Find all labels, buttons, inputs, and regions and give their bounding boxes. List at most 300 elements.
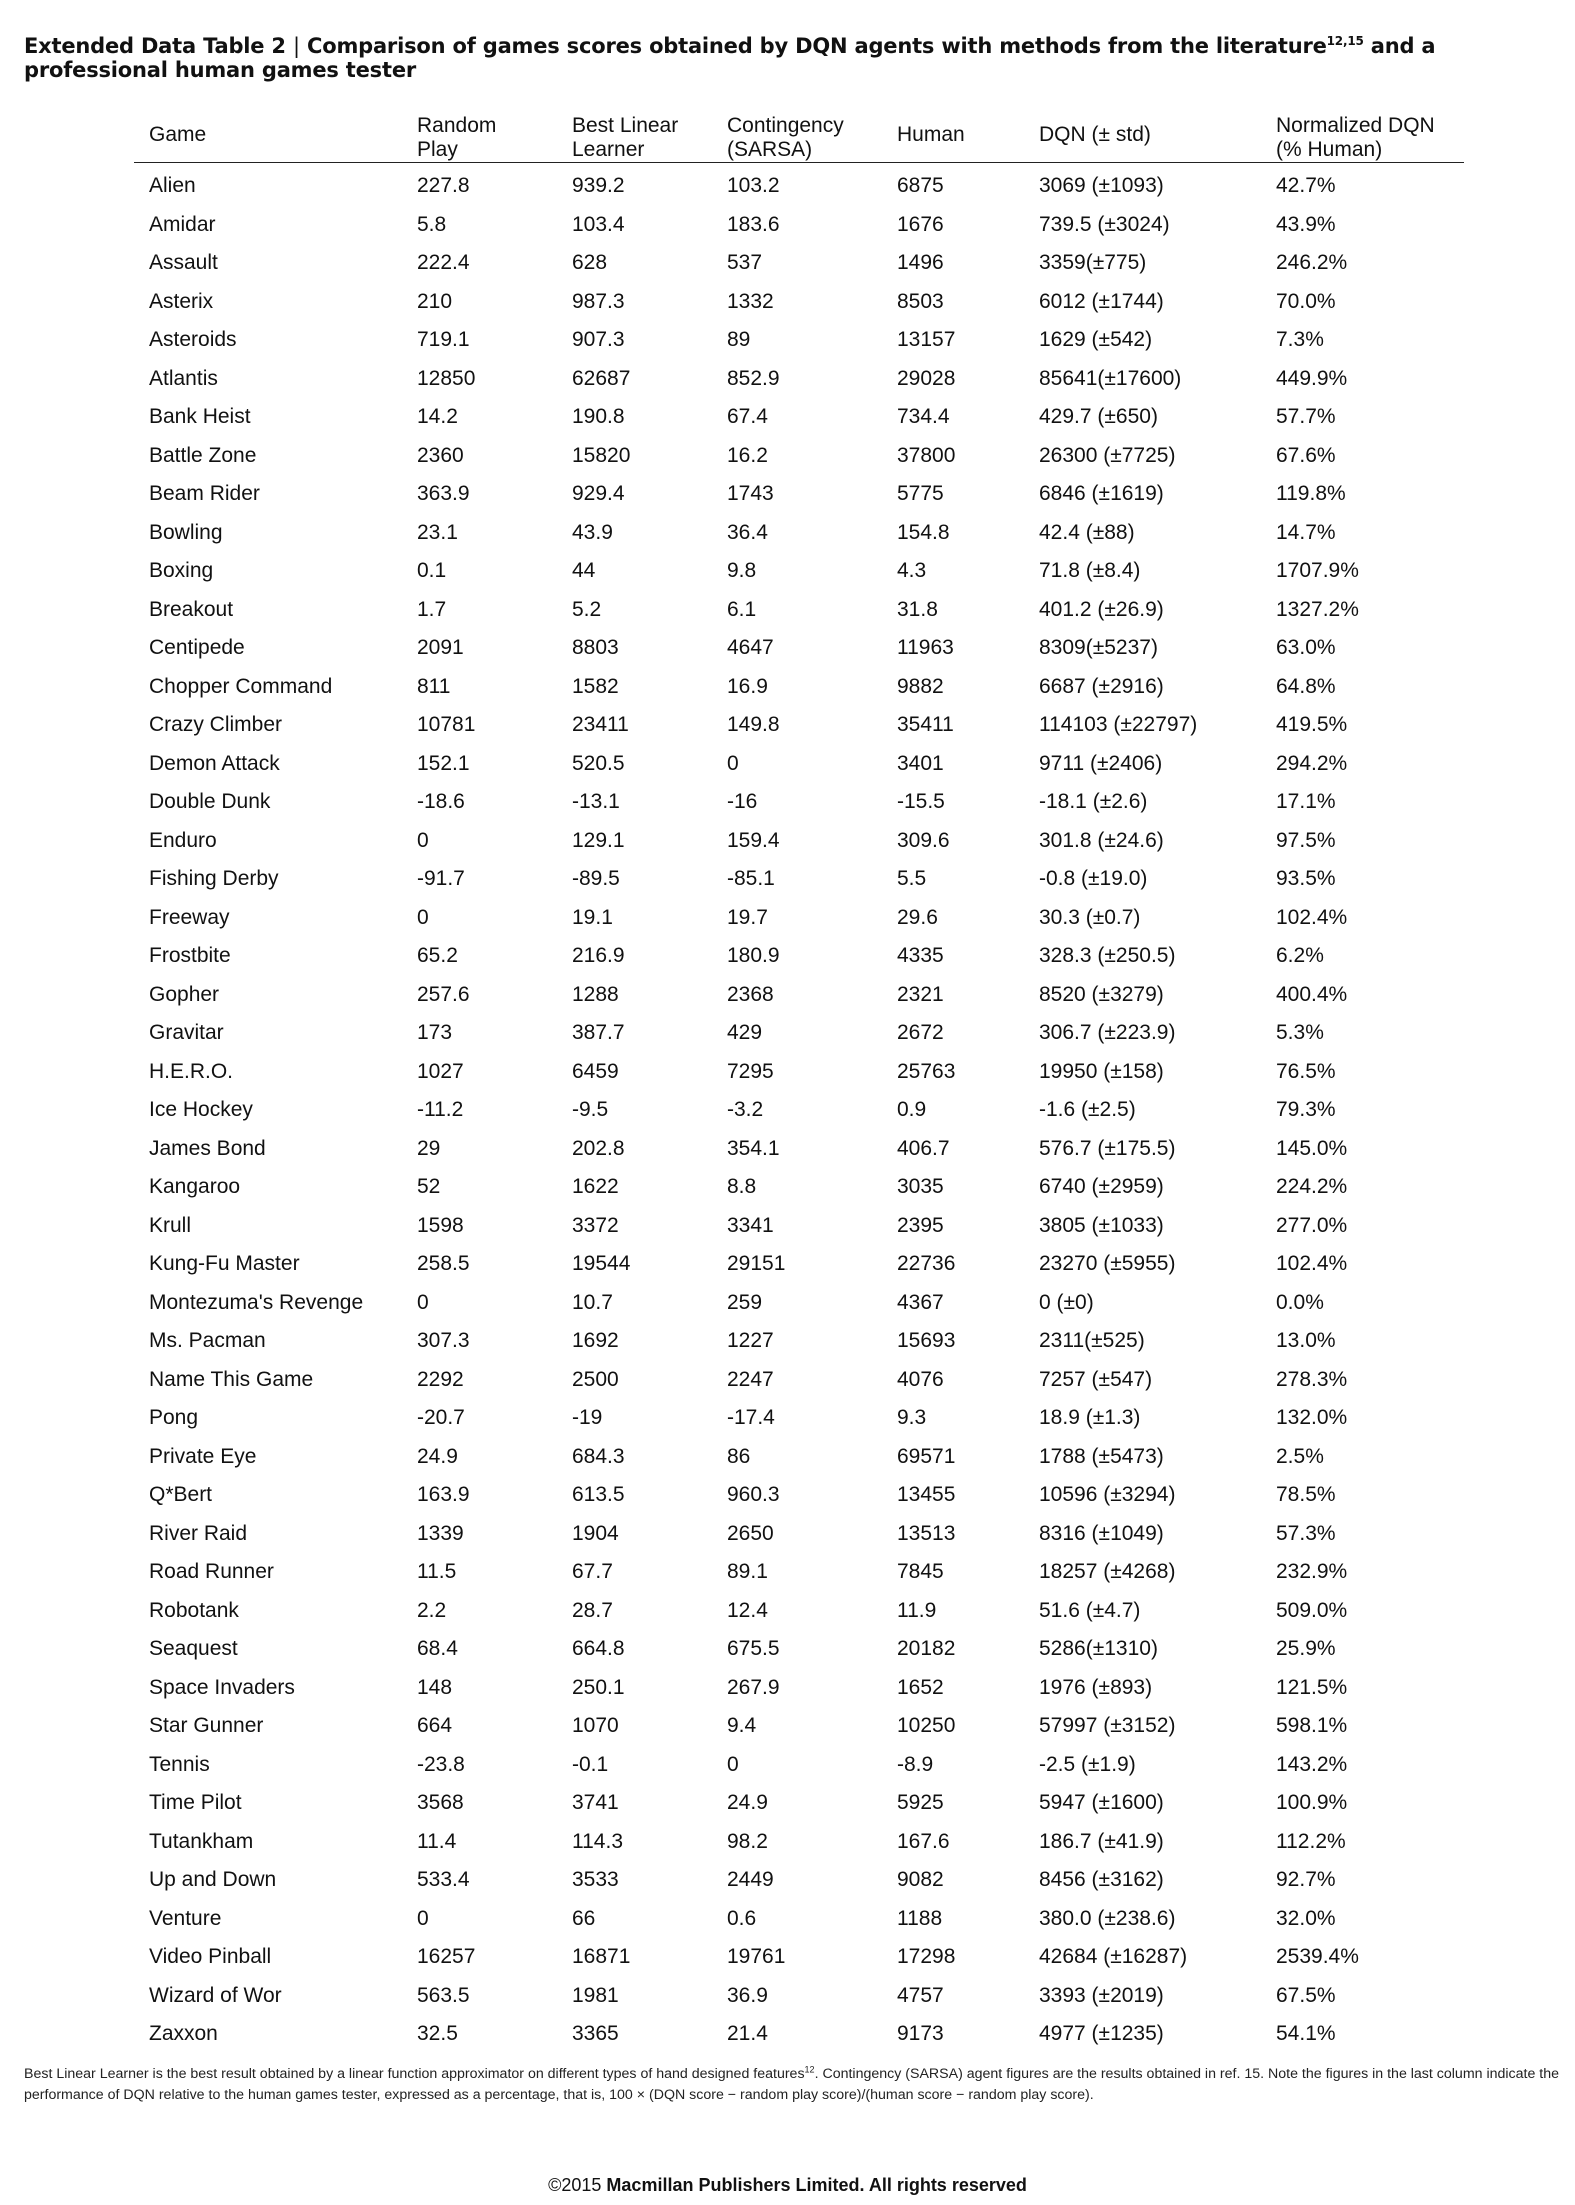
human-cell: 69571 xyxy=(897,1444,956,1468)
normalized-dqn-cell: 93.5% xyxy=(1276,867,1336,890)
human-cell: 0.9 xyxy=(897,1098,927,1121)
table-row xyxy=(134,206,1464,245)
best-linear-cell: 5.2 xyxy=(572,597,602,621)
normalized-dqn-cell: 419.5% xyxy=(1276,713,1348,736)
best-linear-cell: 929.4 xyxy=(572,482,625,505)
contingency-cell: 6.1 xyxy=(727,597,757,621)
column-header xyxy=(134,94,402,163)
game-name-cell: Gopher xyxy=(149,982,220,1006)
table-row xyxy=(134,1515,1464,1554)
contingency-cell: -17.4 xyxy=(727,1406,775,1429)
game-name-cell: Crazy Climber xyxy=(149,713,283,736)
random-play-cell: 363.9 xyxy=(417,482,470,505)
table-row xyxy=(134,1438,1464,1477)
normalized-dqn-cell: 246.2% xyxy=(1276,251,1348,274)
dqn-cell: 23270 (±5955) xyxy=(1039,1252,1176,1275)
game-name-cell: Private Eye xyxy=(149,1444,257,1468)
best-linear-cell: 1582 xyxy=(572,674,619,698)
game-name-cell: Enduro xyxy=(149,828,217,852)
game-name-cell: Bowling xyxy=(149,520,223,544)
best-linear-cell: -9.5 xyxy=(572,1098,609,1121)
best-linear-cell: 939.2 xyxy=(572,174,625,197)
contingency-cell: -16 xyxy=(727,790,758,813)
normalized-dqn-cell: 1707.9% xyxy=(1276,559,1359,582)
best-linear-cell: 387.7 xyxy=(572,1021,625,1044)
table-row xyxy=(134,976,1464,1015)
best-linear-cell: 3741 xyxy=(572,1791,619,1814)
table-row xyxy=(134,1823,1464,1862)
game-name-cell: Atlantis xyxy=(149,366,218,390)
table-row xyxy=(134,1592,1464,1631)
random-play-cell: -23.8 xyxy=(417,1752,465,1776)
human-cell: 22736 xyxy=(897,1252,956,1275)
dqn-cell: 5947 (±1600) xyxy=(1039,1791,1164,1814)
table-row xyxy=(134,1053,1464,1092)
game-name-cell: Kung-Fu Master xyxy=(149,1252,300,1275)
game-name-cell: Q*Bert xyxy=(149,1483,213,1506)
contingency-cell: 67.4 xyxy=(727,405,768,428)
normalized-dqn-cell: 57.3% xyxy=(1276,1521,1336,1545)
dqn-cell: 30.3 (±0.7) xyxy=(1039,905,1141,929)
best-linear-cell: 67.7 xyxy=(572,1560,613,1583)
game-name-cell: Seaquest xyxy=(149,1637,238,1660)
dqn-cell: 10596 (±3294) xyxy=(1039,1483,1176,1506)
contingency-cell: 12.4 xyxy=(727,1598,768,1622)
game-name-cell: Name This Game xyxy=(149,1367,314,1391)
normalized-dqn-cell: 143.2% xyxy=(1276,1752,1348,1776)
random-play-cell: -18.6 xyxy=(417,790,465,813)
table-row xyxy=(134,398,1464,437)
table-row xyxy=(134,552,1464,591)
human-cell: -8.9 xyxy=(897,1752,934,1776)
random-play-cell: 11.4 xyxy=(417,1829,457,1853)
random-play-cell: 5.8 xyxy=(417,212,447,236)
game-name-cell: Alien xyxy=(149,174,196,197)
game-name-cell: Star Gunner xyxy=(149,1714,264,1737)
column-header-line: Learner xyxy=(572,138,645,161)
human-cell: 4757 xyxy=(897,1983,944,2007)
contingency-cell: 19.7 xyxy=(727,905,768,929)
game-name-cell: Breakout xyxy=(149,597,234,621)
random-play-cell: 0 xyxy=(417,1906,429,1930)
random-play-cell: 664 xyxy=(417,1714,453,1737)
random-play-cell: 0.1 xyxy=(417,559,447,582)
table-row xyxy=(134,1977,1464,2016)
best-linear-cell: 10.7 xyxy=(572,1290,613,1314)
footnote-part1: Best Linear Learner is the best result obtained by a linear function approximator on different types of hand designed features xyxy=(24,2066,805,2082)
random-play-cell: 152.1 xyxy=(417,751,470,775)
dqn-cell: 2311(±525) xyxy=(1039,1329,1145,1352)
random-play-cell: 163.9 xyxy=(417,1483,470,1506)
game-name-cell: Tutankham xyxy=(149,1829,254,1853)
best-linear-cell: 1622 xyxy=(572,1175,619,1198)
normalized-dqn-cell: 121.5% xyxy=(1276,1675,1348,1699)
random-play-cell: 227.8 xyxy=(417,174,470,197)
normalized-dqn-cell: 224.2% xyxy=(1276,1175,1348,1198)
dqn-cell: 7257 (±547) xyxy=(1039,1367,1153,1391)
contingency-cell: 3341 xyxy=(727,1213,774,1237)
dqn-cell: -2.5 (±1.9) xyxy=(1039,1752,1136,1776)
table-row xyxy=(134,591,1464,630)
dqn-cell: 8520 (±3279) xyxy=(1039,982,1164,1006)
table-row xyxy=(134,822,1464,861)
normalized-dqn-cell: 97.5% xyxy=(1276,828,1336,852)
game-name-cell: Boxing xyxy=(149,559,214,582)
normalized-dqn-cell: 145.0% xyxy=(1276,1136,1348,1160)
game-name-cell: Ice Hockey xyxy=(149,1098,253,1121)
dqn-cell: 380.0 (±238.6) xyxy=(1039,1906,1176,1930)
human-cell: 37800 xyxy=(897,443,956,467)
game-name-cell: River Raid xyxy=(149,1521,248,1545)
human-cell: 15693 xyxy=(897,1329,956,1352)
table-row xyxy=(134,745,1464,784)
table-row xyxy=(134,706,1464,745)
table-row xyxy=(134,1361,1464,1400)
human-cell: 4.3 xyxy=(897,559,927,582)
table-row xyxy=(134,668,1464,707)
human-cell: 2672 xyxy=(897,1021,944,1044)
human-cell: 5.5 xyxy=(897,867,927,890)
random-play-cell: 1.7 xyxy=(417,597,447,621)
contingency-cell: 103.2 xyxy=(727,174,780,197)
game-name-cell: Asterix xyxy=(149,289,214,313)
best-linear-cell: 907.3 xyxy=(572,328,625,351)
contingency-cell: 16.9 xyxy=(727,674,768,698)
table-footnote xyxy=(24,2064,1574,2106)
normalized-dqn-cell: 63.0% xyxy=(1276,636,1336,659)
normalized-dqn-cell: 449.9% xyxy=(1276,366,1348,390)
column-header xyxy=(557,94,712,163)
dqn-cell: 42684 (±16287) xyxy=(1039,1945,1188,1968)
normalized-dqn-cell: 100.9% xyxy=(1276,1791,1348,1814)
best-linear-cell: 114.3 xyxy=(572,1829,623,1853)
random-play-cell: 1598 xyxy=(417,1213,464,1237)
random-play-cell: 12850 xyxy=(417,366,476,390)
normalized-dqn-cell: 32.0% xyxy=(1276,1906,1336,1930)
best-linear-cell: 3365 xyxy=(572,2022,619,2045)
table-row xyxy=(134,860,1464,899)
table-row xyxy=(134,1746,1464,1785)
best-linear-cell: 250.1 xyxy=(572,1675,625,1699)
game-name-cell: Montezuma's Revenge xyxy=(149,1290,364,1314)
normalized-dqn-cell: 79.3% xyxy=(1276,1098,1336,1121)
table-row xyxy=(134,283,1464,322)
table-row xyxy=(134,1245,1464,1284)
game-name-cell: Centipede xyxy=(149,636,245,659)
dqn-cell: 1788 (±5473) xyxy=(1039,1444,1164,1468)
human-cell: 9173 xyxy=(897,2022,944,2045)
random-play-cell: 563.5 xyxy=(417,1983,470,2007)
random-play-cell: 14.2 xyxy=(417,405,458,428)
table-row xyxy=(134,1014,1464,1053)
contingency-cell: 2449 xyxy=(727,1868,774,1891)
dqn-cell: 3069 (±1093) xyxy=(1039,174,1164,197)
table-row xyxy=(134,1399,1464,1438)
table-row xyxy=(134,321,1464,360)
human-cell: 9.3 xyxy=(897,1406,927,1429)
contingency-cell: 24.9 xyxy=(727,1791,768,1814)
random-play-cell: 23.1 xyxy=(417,520,458,544)
dqn-cell: 401.2 (±26.9) xyxy=(1039,597,1164,621)
game-name-cell: Fishing Derby xyxy=(149,867,279,890)
best-linear-cell: 43.9 xyxy=(572,520,613,544)
normalized-dqn-cell: 67.6% xyxy=(1276,443,1336,467)
table-row xyxy=(134,1630,1464,1669)
contingency-cell: 89.1 xyxy=(727,1560,768,1583)
random-play-cell: 811 xyxy=(417,674,451,698)
human-cell: 31.8 xyxy=(897,597,938,621)
best-linear-cell: 44 xyxy=(572,559,596,582)
human-cell: 25763 xyxy=(897,1059,956,1083)
random-play-cell: 10781 xyxy=(417,713,476,736)
best-linear-cell: 1070 xyxy=(572,1714,619,1737)
normalized-dqn-cell: 119.8% xyxy=(1276,482,1346,505)
best-linear-cell: 1288 xyxy=(572,982,619,1006)
game-name-cell: Chopper Command xyxy=(149,674,333,698)
contingency-cell: 9.8 xyxy=(727,559,757,582)
best-linear-cell: 987.3 xyxy=(572,289,625,313)
contingency-cell: 267.9 xyxy=(727,1675,780,1699)
contingency-cell: 89 xyxy=(727,328,751,351)
random-play-cell: 0 xyxy=(417,1290,429,1314)
human-cell: 406.7 xyxy=(897,1136,950,1160)
random-play-cell: 1027 xyxy=(417,1059,464,1083)
game-name-cell: Kangaroo xyxy=(149,1175,241,1198)
dqn-cell: 1629 (±542) xyxy=(1039,328,1153,351)
game-name-cell: Krull xyxy=(149,1213,192,1237)
caption-label: Extended Data Table 2 xyxy=(24,34,286,58)
normalized-dqn-cell: 7.3% xyxy=(1276,328,1324,351)
human-cell: 7845 xyxy=(897,1560,944,1583)
copyright-notice xyxy=(0,2175,1575,2196)
human-cell: 2395 xyxy=(897,1213,944,1237)
best-linear-cell: 16871 xyxy=(572,1945,631,1968)
copyright-holder: Macmillan Publishers Limited. All rights reserved xyxy=(606,2175,1027,2195)
column-header-line: DQN (± std) xyxy=(1039,123,1151,146)
game-name-cell: Time Pilot xyxy=(149,1791,242,1814)
human-cell: 1676 xyxy=(897,212,944,236)
contingency-cell: 0 xyxy=(727,1752,739,1776)
caption-text-end: and a professional human games tester xyxy=(24,34,1436,82)
best-linear-cell: 66 xyxy=(572,1906,596,1930)
best-linear-cell: 8803 xyxy=(572,636,619,659)
contingency-cell: 21.4 xyxy=(727,2022,768,2045)
table-row xyxy=(134,1938,1464,1977)
table-row xyxy=(134,1553,1464,1592)
dqn-cell: 57997 (±3152) xyxy=(1039,1714,1176,1737)
column-header xyxy=(1261,94,1464,163)
best-linear-cell: 23411 xyxy=(572,713,629,736)
best-linear-cell: -19 xyxy=(572,1406,603,1429)
dqn-cell: 6846 (±1619) xyxy=(1039,482,1164,505)
random-play-cell: 3568 xyxy=(417,1791,464,1814)
normalized-dqn-cell: 2539.4% xyxy=(1276,1945,1359,1968)
table-row xyxy=(134,244,1464,283)
dqn-cell: 71.8 (±8.4) xyxy=(1039,559,1141,582)
footnote-ref: 12 xyxy=(804,2064,815,2075)
random-play-cell: 148 xyxy=(417,1675,453,1699)
dqn-cell: 19950 (±158) xyxy=(1039,1059,1164,1083)
dqn-cell: 6012 (±1744) xyxy=(1039,289,1164,313)
caption-refs: 12,15 xyxy=(1326,34,1364,48)
random-play-cell: 1339 xyxy=(417,1521,464,1545)
table-row xyxy=(134,937,1464,976)
contingency-cell: 259 xyxy=(727,1290,763,1314)
dqn-cell: 301.8 (±24.6) xyxy=(1039,828,1164,852)
game-name-cell: Asteroids xyxy=(149,328,237,351)
contingency-cell: 1743 xyxy=(727,482,774,505)
table-row xyxy=(134,629,1464,668)
dqn-cell: 6740 (±2959) xyxy=(1039,1175,1164,1198)
normalized-dqn-cell: 5.3% xyxy=(1276,1021,1324,1044)
best-linear-cell: 1692 xyxy=(572,1329,619,1352)
human-cell: 5775 xyxy=(897,482,944,505)
normalized-dqn-cell: 6.2% xyxy=(1276,944,1324,967)
contingency-cell: 4647 xyxy=(727,636,774,659)
dqn-cell: 429.7 (±650) xyxy=(1039,405,1158,428)
table-row xyxy=(134,1091,1464,1130)
contingency-cell: 429 xyxy=(727,1021,763,1044)
random-play-cell: 210 xyxy=(417,289,453,313)
caption-separator: | xyxy=(292,34,300,58)
best-linear-cell: 628 xyxy=(572,251,608,274)
best-linear-cell: -89.5 xyxy=(572,867,620,890)
human-cell: 11.9 xyxy=(897,1598,937,1622)
contingency-cell: 86 xyxy=(727,1444,751,1468)
best-linear-cell: 1904 xyxy=(572,1521,619,1545)
random-play-cell: 0 xyxy=(417,905,429,929)
normalized-dqn-cell: 57.7% xyxy=(1276,405,1336,428)
contingency-cell: 29151 xyxy=(727,1252,786,1275)
best-linear-cell: 19544 xyxy=(572,1252,631,1275)
normalized-dqn-cell: 2.5% xyxy=(1276,1444,1324,1468)
normalized-dqn-cell: 43.9% xyxy=(1276,212,1336,236)
human-cell: 13455 xyxy=(897,1483,956,1506)
best-linear-cell: 3372 xyxy=(572,1213,619,1237)
best-linear-cell: 190.8 xyxy=(572,405,625,428)
table-row xyxy=(134,1900,1464,1939)
game-name-cell: Wizard of Wor xyxy=(149,1983,282,2007)
best-linear-cell: 216.9 xyxy=(572,944,625,967)
random-play-cell: 65.2 xyxy=(417,944,458,967)
human-cell: 11963 xyxy=(897,636,954,659)
dqn-cell: 9711 (±2406) xyxy=(1039,751,1163,775)
human-cell: 35411 xyxy=(897,713,954,736)
column-header-line: (% Human) xyxy=(1276,138,1383,161)
contingency-cell: 36.9 xyxy=(727,1983,768,2007)
game-name-cell: Pong xyxy=(149,1406,199,1429)
contingency-cell: 354.1 xyxy=(727,1136,780,1160)
dqn-cell: 85641(±17600) xyxy=(1039,366,1182,390)
normalized-dqn-cell: 92.7% xyxy=(1276,1868,1336,1891)
footnote-part2: . Contingency (SARSA) agent figures are the results obtained in ref. 15. Note the figures in the last column indicate the performance of DQN relative to the human games tester, expressed as a percentage, that is, 100 × (DQN score − random play score)/(human score − random play score). xyxy=(24,2066,1560,2103)
human-cell: 20182 xyxy=(897,1637,956,1660)
table-row xyxy=(134,1322,1464,1361)
table-row xyxy=(134,475,1464,514)
random-play-cell: 173 xyxy=(417,1021,453,1044)
human-cell: 1188 xyxy=(897,1906,943,1930)
column-header xyxy=(402,94,557,163)
header-row xyxy=(134,94,1464,163)
dqn-cell: 26300 (±7725) xyxy=(1039,443,1176,467)
random-play-cell: 2292 xyxy=(417,1367,464,1391)
contingency-cell: 9.4 xyxy=(727,1714,757,1737)
contingency-cell: 0 xyxy=(727,751,739,775)
human-cell: 3401 xyxy=(897,751,944,775)
best-linear-cell: 6459 xyxy=(572,1059,619,1083)
dqn-cell: -1.6 (±2.5) xyxy=(1039,1098,1136,1121)
table-row xyxy=(134,1861,1464,1900)
contingency-cell: 0.6 xyxy=(727,1906,757,1930)
best-linear-cell: 19.1 xyxy=(572,905,613,929)
best-linear-cell: 202.8 xyxy=(572,1136,625,1160)
contingency-cell: 7295 xyxy=(727,1059,774,1083)
table-row xyxy=(134,899,1464,938)
column-header xyxy=(712,94,882,163)
column-header-line: Game xyxy=(149,123,207,146)
human-cell: 8503 xyxy=(897,289,944,313)
random-play-cell: 29 xyxy=(417,1136,441,1160)
dqn-cell: 3393 (±2019) xyxy=(1039,1983,1164,2007)
table-row xyxy=(134,1707,1464,1746)
human-cell: 4367 xyxy=(897,1290,944,1314)
dqn-cell: 1976 (±893) xyxy=(1039,1675,1153,1699)
dqn-cell: 18.9 (±1.3) xyxy=(1039,1406,1141,1429)
table-header xyxy=(134,94,1464,163)
contingency-cell: 1332 xyxy=(727,289,774,313)
human-cell: 4335 xyxy=(897,944,944,967)
contingency-cell: -3.2 xyxy=(727,1098,764,1121)
table-row xyxy=(134,360,1464,399)
column-header-line: Human xyxy=(897,123,965,146)
table-row xyxy=(134,163,1464,206)
random-play-cell: -20.7 xyxy=(417,1406,465,1429)
best-linear-cell: 103.4 xyxy=(572,212,625,236)
human-cell: 13513 xyxy=(897,1521,956,1545)
normalized-dqn-cell: 54.1% xyxy=(1276,2022,1336,2045)
column-header-line: Play xyxy=(417,138,458,161)
column-header-line: Best Linear xyxy=(572,114,679,137)
dqn-cell: 8456 (±3162) xyxy=(1039,1868,1164,1891)
best-linear-cell: 3533 xyxy=(572,1868,619,1891)
random-play-cell: 32.5 xyxy=(417,2022,458,2045)
human-cell: 167.6 xyxy=(897,1829,950,1853)
contingency-cell: 960.3 xyxy=(727,1483,780,1506)
normalized-dqn-cell: 598.1% xyxy=(1276,1714,1348,1737)
normalized-dqn-cell: 278.3% xyxy=(1276,1367,1348,1391)
random-play-cell: 258.5 xyxy=(417,1252,470,1275)
game-name-cell: Gravitar xyxy=(149,1021,224,1044)
game-name-cell: H.E.R.O. xyxy=(149,1059,234,1083)
best-linear-cell: 28.7 xyxy=(572,1598,613,1622)
random-play-cell: 2.2 xyxy=(417,1598,447,1622)
column-header-line: (SARSA) xyxy=(727,138,813,161)
normalized-dqn-cell: 232.9% xyxy=(1276,1560,1348,1583)
human-cell: 734.4 xyxy=(897,405,950,428)
best-linear-cell: 2500 xyxy=(572,1367,619,1391)
dqn-cell: 8309(±5237) xyxy=(1039,636,1158,659)
dqn-cell: 18257 (±4268) xyxy=(1039,1560,1176,1583)
dqn-cell: 576.7 (±175.5) xyxy=(1039,1136,1176,1160)
best-linear-cell: 684.3 xyxy=(572,1444,625,1468)
normalized-dqn-cell: 76.5% xyxy=(1276,1059,1336,1083)
random-play-cell: 11.5 xyxy=(417,1560,457,1583)
caption-text: Comparison of games scores obtained by DQN agents with methods from the literature xyxy=(307,34,1327,58)
human-cell: 10250 xyxy=(897,1714,956,1737)
game-name-cell: Space Invaders xyxy=(149,1675,295,1699)
contingency-cell: 159.4 xyxy=(727,828,780,852)
normalized-dqn-cell: 42.7% xyxy=(1276,174,1336,197)
